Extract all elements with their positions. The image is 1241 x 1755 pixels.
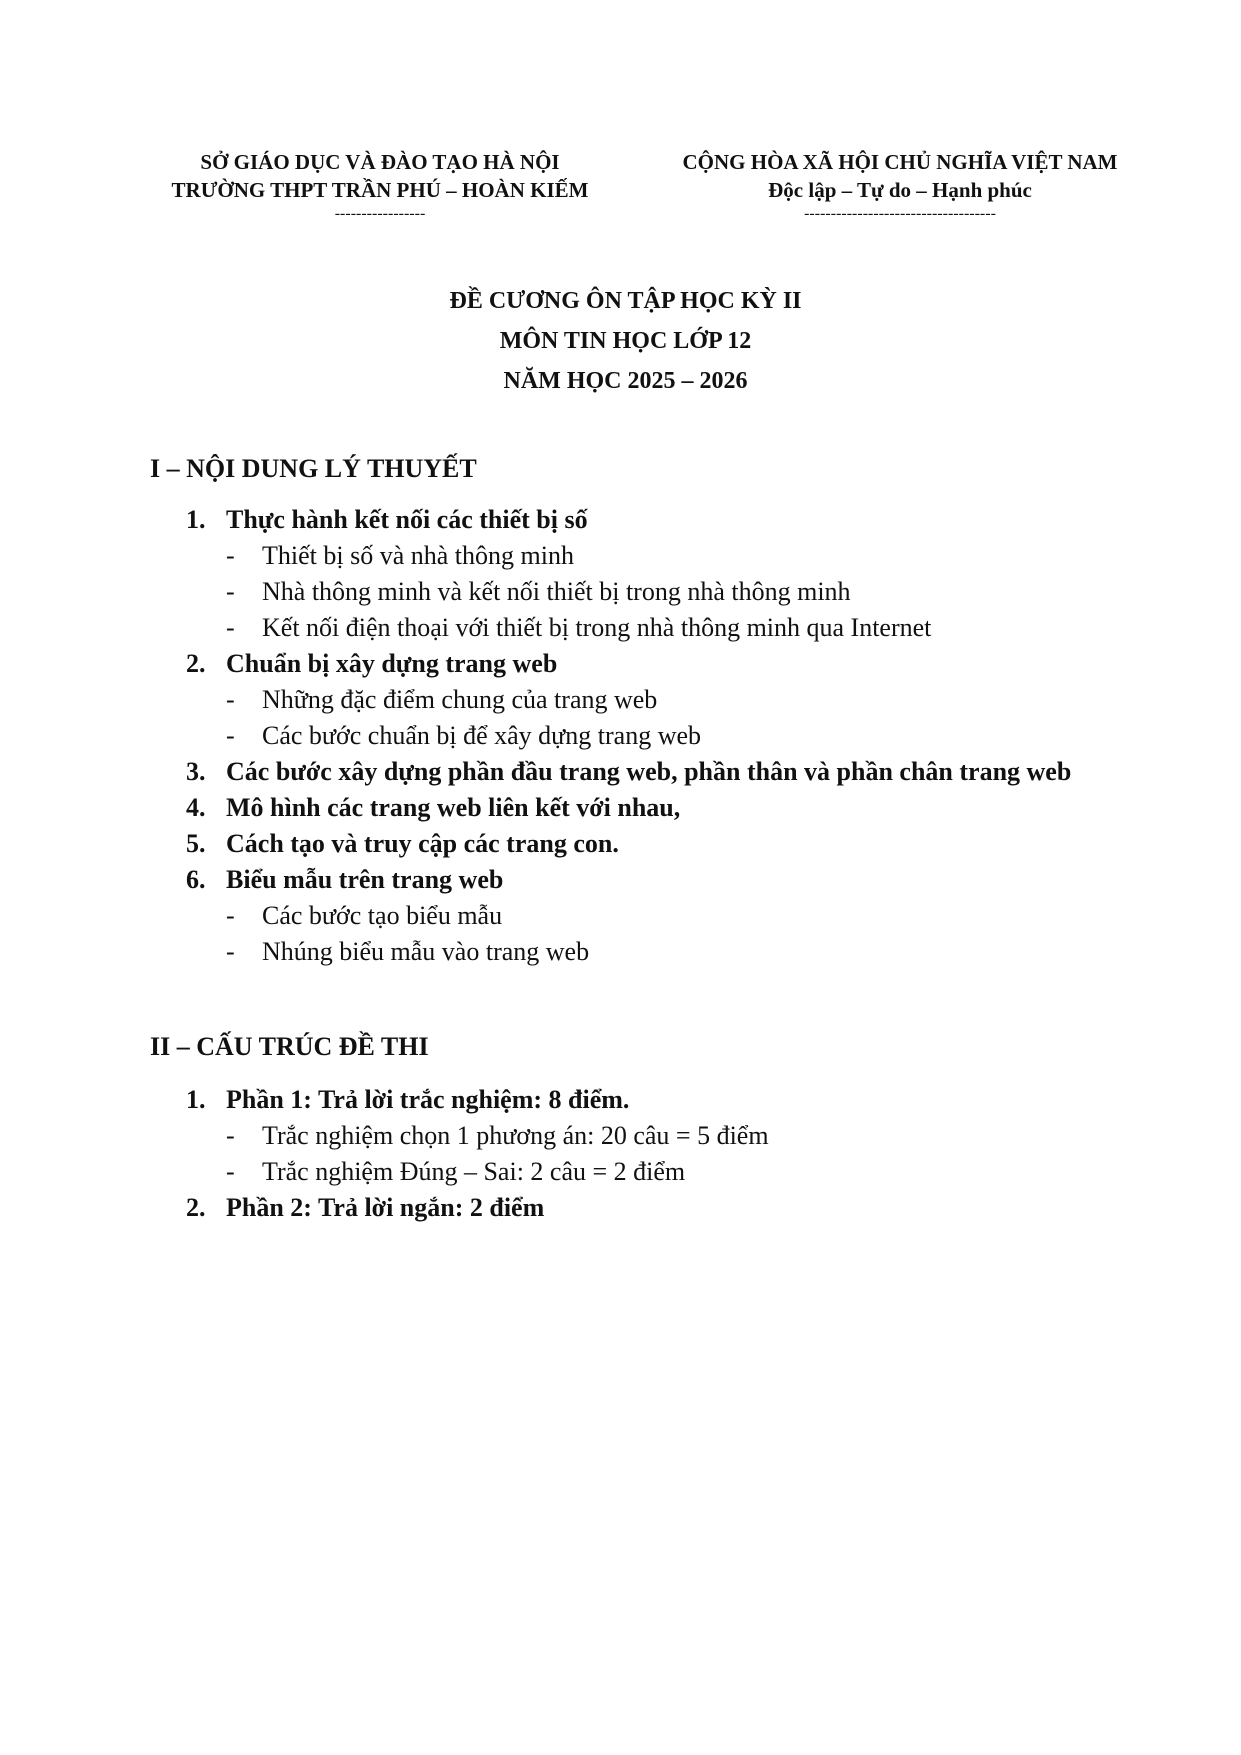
section-2-heading: II – CẤU TRÚC ĐỀ THI bbox=[150, 1032, 429, 1061]
sub-list-item-text: Kết nối điện thoại với thiết bị trong nhà thông minh qua Internet bbox=[262, 613, 932, 642]
list-item-number: 3. bbox=[186, 757, 206, 786]
bullet-dash: - bbox=[226, 1157, 235, 1186]
sub-list-item-text: Nhà thông minh và kết nối thiết bị trong nhà thông minh bbox=[262, 577, 851, 606]
document-title bbox=[0, 281, 1241, 401]
bullet-dash: - bbox=[226, 685, 235, 714]
bullet-dash: - bbox=[226, 541, 235, 570]
list-item-text: Mô hình các trang web liên kết với nhau, bbox=[226, 793, 681, 822]
title-line-1: ĐỀ CƯƠNG ÔN TẬP HỌC KỲ II bbox=[449, 288, 802, 314]
bullet-dash: - bbox=[226, 937, 235, 966]
list-item bbox=[186, 502, 1086, 538]
list-item bbox=[186, 862, 1086, 898]
list-item-text: Cách tạo và truy cập các trang con. bbox=[226, 829, 619, 858]
list-item-number: 1. bbox=[186, 505, 206, 534]
national-title: CỘNG HÒA XÃ HỘI CHỦ NGHĨA VIỆT NAM bbox=[682, 150, 1118, 174]
list-item-number: 5. bbox=[186, 829, 206, 858]
header-left-divider: ----------------- bbox=[334, 205, 426, 222]
list-item bbox=[186, 790, 1086, 826]
list-item bbox=[186, 1190, 1086, 1226]
list-item bbox=[186, 1082, 1086, 1118]
sub-list-item-text: Thiết bị số và nhà thông minh bbox=[262, 541, 574, 570]
title-line-3: NĂM HỌC 2025 – 2026 bbox=[503, 368, 748, 394]
list-item bbox=[186, 826, 1086, 862]
department-name: SỞ GIÁO DỤC VÀ ĐÀO TẠO HÀ NỘI bbox=[200, 150, 560, 174]
list-item-text: Phần 2: Trả lời ngắn: 2 điểm bbox=[226, 1193, 545, 1222]
sub-list-item-text: Trắc nghiệm chọn 1 phương án: 20 câu = 5 điểm bbox=[262, 1121, 769, 1150]
sub-list-item bbox=[186, 574, 1086, 610]
bullet-dash: - bbox=[226, 577, 235, 606]
list-item-text: Các bước xây dựng phần đầu trang web, phần thân và phần chân trang web bbox=[226, 757, 1072, 786]
sub-list-item bbox=[186, 898, 1086, 934]
list-item-number: 1. bbox=[186, 1085, 206, 1114]
sub-list-item-text: Trắc nghiệm Đúng – Sai: 2 câu = 2 điểm bbox=[262, 1157, 686, 1186]
section-1-list bbox=[186, 502, 1086, 970]
sub-list-item bbox=[186, 682, 1086, 718]
header-right-divider: ------------------------------------ bbox=[804, 205, 996, 222]
bullet-dash: - bbox=[226, 901, 235, 930]
list-item-text: Biểu mẫu trên trang web bbox=[226, 865, 504, 894]
list-item-text: Thực hành kết nối các thiết bị số bbox=[226, 505, 588, 534]
national-motto: Độc lập – Tự do – Hạnh phúc bbox=[768, 178, 1032, 202]
list-item bbox=[186, 754, 1086, 790]
sub-list-item bbox=[186, 934, 1086, 970]
header-left bbox=[150, 148, 610, 224]
list-item-number: 2. bbox=[186, 1193, 206, 1222]
list-item-number: 4. bbox=[186, 793, 206, 822]
sub-list-item bbox=[186, 1118, 1086, 1154]
sub-list-item-text: Những đặc điểm chung của trang web bbox=[262, 685, 658, 714]
section-1-heading: I – NỘI DUNG LÝ THUYẾT bbox=[150, 454, 477, 483]
sub-list-item bbox=[186, 538, 1086, 574]
list-item bbox=[186, 646, 1086, 682]
list-item-text: Chuẩn bị xây dựng trang web bbox=[226, 649, 558, 678]
sub-list-item-text: Các bước chuẩn bị để xây dựng trang web bbox=[262, 721, 702, 750]
sub-list-item-text: Nhúng biểu mẫu vào trang web bbox=[262, 937, 590, 966]
section-2-list bbox=[186, 1082, 1086, 1226]
sub-list-item bbox=[186, 610, 1086, 646]
list-item-text: Phần 1: Trả lời trắc nghiệm: 8 điểm. bbox=[226, 1085, 630, 1114]
bullet-dash: - bbox=[226, 721, 235, 750]
sub-list-item-text: Các bước tạo biểu mẫu bbox=[262, 901, 503, 930]
sub-list-item bbox=[186, 718, 1086, 754]
title-line-2: MÔN TIN HỌC LỚP 12 bbox=[499, 328, 752, 354]
list-item-number: 2. bbox=[186, 649, 206, 678]
list-item-number: 6. bbox=[186, 865, 206, 894]
bullet-dash: - bbox=[226, 1121, 235, 1150]
bullet-dash: - bbox=[226, 613, 235, 642]
sub-list-item bbox=[186, 1154, 1086, 1190]
header-right bbox=[650, 148, 1150, 224]
school-name: TRƯỜNG THPT TRẦN PHÚ – HOÀN KIẾM bbox=[171, 178, 589, 202]
